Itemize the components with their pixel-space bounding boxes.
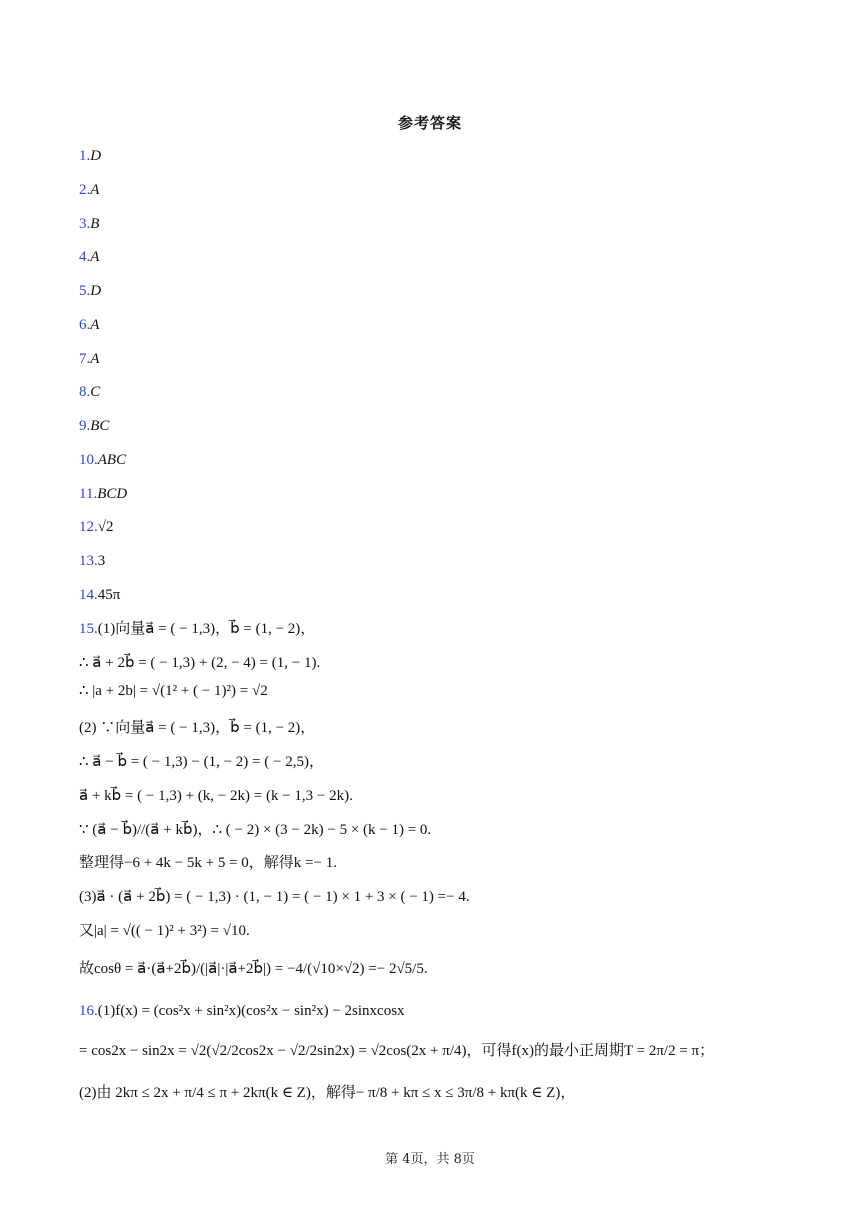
answer-item: 9.BC — [79, 418, 110, 434]
answer-item: 12.√2 — [79, 519, 114, 535]
answer-item: 6.A — [79, 317, 100, 333]
answer-item: 4.A — [79, 249, 100, 265]
solution-line: ∵ (a⃗ − b⃗)//(a⃗ + kb⃗)，∴ ( − 2) × (3 − 2k) − 5 × (k − 1) = 0. — [79, 822, 432, 838]
answer-item: 13.3 — [79, 553, 106, 569]
answer-item: 2.A — [79, 182, 100, 198]
solution-line: a⃗ + kb⃗ = ( − 1,3) + (k, − 2k) = (k − 1,3 − 2k). — [79, 788, 353, 804]
solution-line: 故cosθ = a⃗·(a⃗+2b⃗)/(|a⃗|·|a⃗+2b⃗|) = −4/(√10×√2) =− 2√5/5. — [79, 961, 428, 977]
answer-item: 7.A — [79, 351, 100, 367]
solution-line: 15.(1)向量a⃗ = ( − 1,3)，b⃗ = (1, − 2)， — [79, 621, 316, 637]
page-title: 参考答案 — [397, 114, 462, 132]
solution-line: (2)由 2kπ ≤ 2x + π/4 ≤ π + 2kπ(k ∈ Z)，解得− π/8 + kπ ≤ x ≤ 3π/8 + kπ(k ∈ Z)， — [79, 1085, 576, 1101]
solution-line: 整理得−6 + 4k − 5k + 5 = 0，解得k =− 1. — [79, 855, 337, 871]
answer-item: 10.ABC — [79, 452, 127, 468]
solution-line: 又|a| = √(( − 1)² + 3²) = √10. — [79, 923, 250, 939]
solution-line: (2) ∵向量a⃗ = ( − 1,3)，b⃗ = (1, − 2)， — [79, 720, 316, 736]
answer-item: 8.C — [79, 384, 101, 400]
solution-line: ∴ a⃗ + 2b⃗ = ( − 1,3) + (2, − 4) = (1, − 1). — [79, 655, 321, 671]
solution-line: = cos2x − sin2x = √2(√2/2cos2x − √2/2sin2x) = √2cos(2x + π/4)，可得f(x)的最小正周期T = 2π/2 = π； — [79, 1043, 715, 1059]
answer-item: 11.BCD — [79, 486, 128, 502]
solution-line: ∴ a⃗ − b⃗ = ( − 1,3) − (1, − 2) = ( − 2,5)， — [79, 754, 324, 770]
answer-item: 1.D — [79, 148, 102, 164]
answer-item: 5.D — [79, 283, 102, 299]
solution-line: (3)a⃗ · (a⃗ + 2b⃗) = ( − 1,3) · (1, − 1) = ( − 1) × 1 + 3 × ( − 1) =− 4. — [79, 889, 470, 905]
answer-item: 3.B — [79, 216, 100, 232]
solution-line: ∴ |a + 2b| = √(1² + ( − 1)²) = √2 — [79, 683, 268, 699]
answer-item: 14.45π — [79, 587, 121, 603]
page-footer: 第 4页，共 8页 — [385, 1152, 475, 1167]
solution-line: 16.(1)f(x) = (cos²x + sin²x)(cos²x − sin²x) − 2sinxcosx — [79, 1003, 405, 1019]
